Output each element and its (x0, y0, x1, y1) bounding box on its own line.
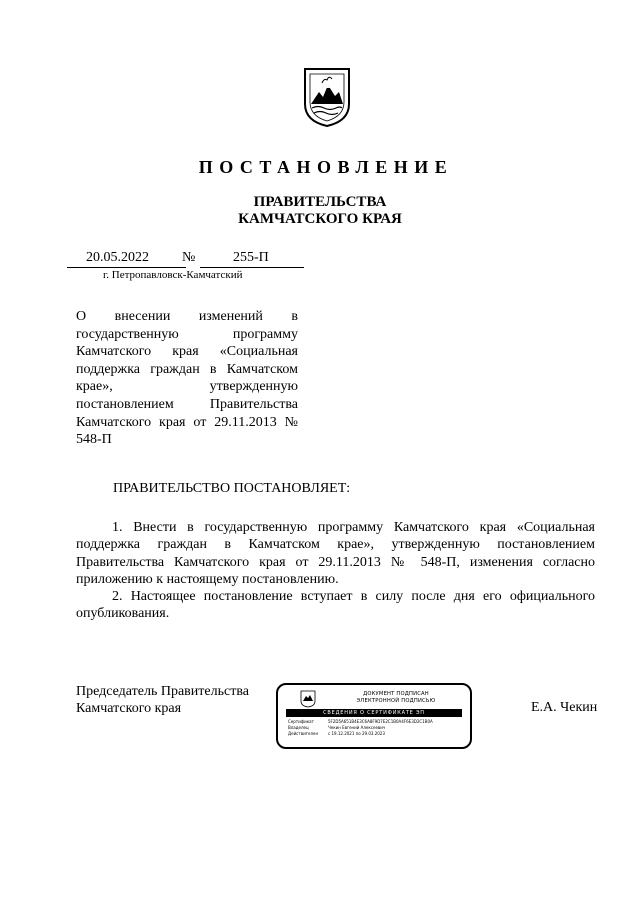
validity-row (288, 731, 385, 736)
certificate-label: Сертификат (288, 719, 314, 724)
clause-1: 1. Внести в государственную программу Камчатского края «Социальная поддержка граждан в Камчатском крае», утвержденную постановлением Правительства Камчатского края от 29.11.2013 № 548-П, изменения согласно приложению к настоящему постановлению. (76, 520, 595, 587)
issuer-line-2: КАМЧАТСКОГО КРАЯ (238, 211, 402, 227)
issuer-line-1: ПРАВИТЕЛЬСТВА (253, 194, 387, 210)
number-underline (200, 267, 304, 268)
certificate-row (288, 719, 433, 724)
document-type-heading: ПОСТАНОВЛЕНИЕ (198, 157, 454, 177)
signatory-position (76, 683, 249, 717)
certificate-value: 5F2D5A651B4E3C6A8F9D7E2C1B0A4F6E3D2C1B0A (328, 719, 433, 724)
document-body (76, 519, 595, 623)
validity-label: Действителен (288, 731, 319, 736)
clause-2: 2. Настоящее постановление вступает в силу после дня его официального опубликования. (76, 589, 595, 622)
signatory-name: Е.А. Чекин (531, 700, 598, 715)
stamp-heading-line-2: ЭЛЕКТРОННОЙ ПОДПИСЬЮ (356, 697, 436, 704)
date-underline (67, 267, 186, 268)
owner-row (288, 725, 385, 730)
signatory-position-line-2: Камчатского края (76, 701, 182, 716)
electronic-signature-stamp (276, 683, 472, 749)
number-sign: № (182, 250, 196, 265)
document-date: 20.05.2022 (86, 250, 149, 265)
stamp-heading-line-1: ДОКУМЕНТ ПОДПИСАН (363, 691, 429, 697)
validity-value: с 19.12.2021 по 29.03.2023 (328, 731, 385, 736)
signatory-position-line-1: Председатель Правительства (76, 684, 249, 699)
owner-label: Владелец (288, 725, 309, 730)
certificate-info-bar: СВЕДЕНИЯ О СЕРТИФИКАТЕ ЭП (286, 709, 462, 717)
stamp-heading (344, 691, 448, 704)
stamp-emblem-icon (300, 690, 316, 708)
document-number: 255-П (233, 250, 269, 265)
kamchatka-coat-of-arms-icon (302, 66, 352, 128)
resolution-phrase: ПРАВИТЕЛЬСТВО ПОСТАНОВЛЯЕТ: (113, 481, 351, 496)
document-subject: О внесении изменений в государственную программу Камчатского края «Социальная поддержка граждан в Камчатском крае», утвержденную постановлением Правительства Камчатского края от 29.11.2013 № 548-П (76, 309, 298, 448)
issue-city: г. Петропавловск-Камчатский (103, 269, 243, 281)
owner-value: Чекин Евгений Алексеевич (328, 725, 386, 730)
